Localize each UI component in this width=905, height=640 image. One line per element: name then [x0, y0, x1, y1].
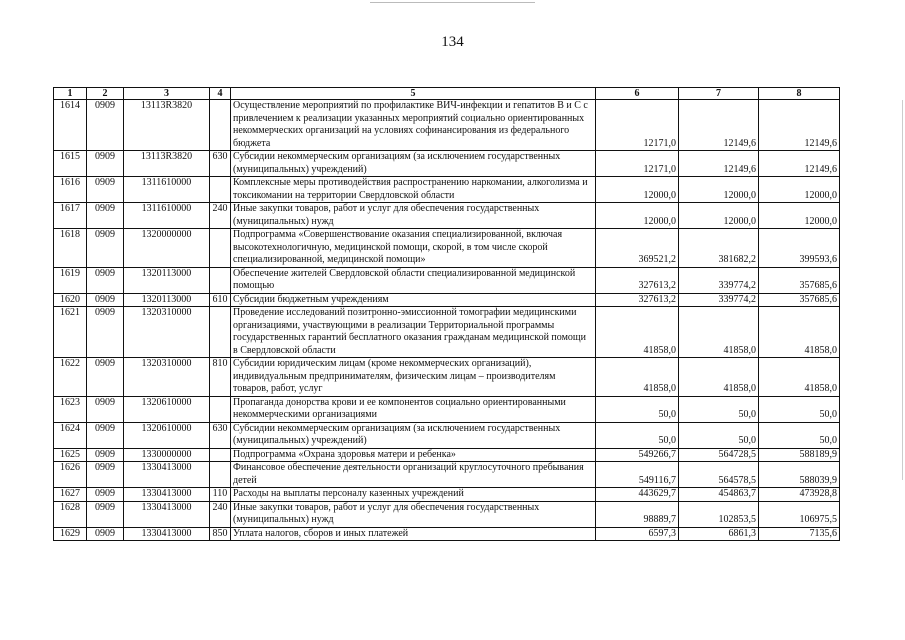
amount-col7: 50,0	[679, 396, 759, 422]
page-number: 134	[441, 34, 464, 50]
amount-col8: 50,0	[759, 396, 840, 422]
table-row	[54, 203, 840, 229]
amount-col6: 12171,0	[596, 151, 679, 177]
table-row	[54, 267, 840, 293]
table-row	[54, 396, 840, 422]
amount-col6: 549266,7	[596, 448, 679, 462]
section-code: 0909	[87, 100, 124, 151]
row-number: 1629	[54, 527, 87, 541]
row-number: 1626	[54, 462, 87, 488]
section-code: 0909	[87, 203, 124, 229]
row-number: 1625	[54, 448, 87, 462]
section-code: 0909	[87, 293, 124, 307]
section-code: 0909	[87, 422, 124, 448]
expense-type-code: 630	[210, 422, 231, 448]
amount-col7: 102853,5	[679, 501, 759, 527]
section-code: 0909	[87, 462, 124, 488]
amount-col8: 41858,0	[759, 358, 840, 397]
amount-col6: 369521,2	[596, 229, 679, 268]
item-name: Субсидии бюджетным учреждениям	[231, 293, 596, 307]
item-name: Комплексные меры противодействия распространению наркомании, алкоголизма и токсикомании на территории Свердловской области	[231, 177, 596, 203]
table-row	[54, 527, 840, 541]
item-name: Осуществление мероприятий по профилактике ВИЧ-инфекции и гепатитов В и С с привлечением к реализации указанных мероприятий социально ориентированных некоммерческих организаций на условиях софинансирования из федерального бюджета	[231, 100, 596, 151]
expense-type-code	[210, 267, 231, 293]
amount-col7: 564578,5	[679, 462, 759, 488]
header-row	[54, 88, 840, 100]
table-row	[54, 100, 840, 151]
table-row	[54, 177, 840, 203]
section-code: 0909	[87, 448, 124, 462]
expense-type-code	[210, 462, 231, 488]
item-name: Иные закупки товаров, работ и услуг для обеспечения государственных (муниципальных) нужд	[231, 501, 596, 527]
item-name: Проведение исследований позитронно-эмиссионной томографии медицинскими организациями, участвующими в реализации Территориальной программы государственных гарантий бесплатного оказания гражданам медицинской помощи в Свердловской области	[231, 307, 596, 358]
header-cell: 8	[759, 88, 840, 100]
expense-type-code	[210, 307, 231, 358]
expense-type-code: 240	[210, 501, 231, 527]
amount-col7: 564728,5	[679, 448, 759, 462]
amount-col8: 12149,6	[759, 151, 840, 177]
amount-col7: 381682,2	[679, 229, 759, 268]
item-name: Обеспечение жителей Свердловской области специализированной медицинской помощью	[231, 267, 596, 293]
table-row	[54, 501, 840, 527]
target-article-code: 1330413000	[124, 527, 210, 541]
amount-col8: 12149,6	[759, 100, 840, 151]
amount-col8: 12000,0	[759, 203, 840, 229]
scan-top-edge	[370, 2, 535, 3]
section-code: 0909	[87, 177, 124, 203]
target-article-code: 1330000000	[124, 448, 210, 462]
item-name: Подпрограмма «Совершенствование оказания специализированной, включая высокотехнологичную, медицинской помощи, скорой, в том числе скорой специализированной, медицинской помощи»	[231, 229, 596, 268]
target-article-code: 13113R3820	[124, 151, 210, 177]
amount-col6: 41858,0	[596, 307, 679, 358]
amount-col8: 588039,9	[759, 462, 840, 488]
target-article-code: 13113R3820	[124, 100, 210, 151]
amount-col6: 12000,0	[596, 203, 679, 229]
amount-col8: 106975,5	[759, 501, 840, 527]
section-code: 0909	[87, 307, 124, 358]
amount-col6: 443629,7	[596, 488, 679, 502]
amount-col6: 50,0	[596, 396, 679, 422]
row-number: 1621	[54, 307, 87, 358]
expense-type-code	[210, 229, 231, 268]
expense-type-code: 110	[210, 488, 231, 502]
expense-type-code: 810	[210, 358, 231, 397]
row-number: 1618	[54, 229, 87, 268]
section-code: 0909	[87, 358, 124, 397]
section-code: 0909	[87, 267, 124, 293]
table-row	[54, 307, 840, 358]
amount-col7: 454863,7	[679, 488, 759, 502]
target-article-code: 1320000000	[124, 229, 210, 268]
section-code: 0909	[87, 488, 124, 502]
row-number: 1617	[54, 203, 87, 229]
header-cell: 2	[87, 88, 124, 100]
amount-col8: 399593,6	[759, 229, 840, 268]
table-row	[54, 151, 840, 177]
amount-col6: 12171,0	[596, 100, 679, 151]
item-name: Иные закупки товаров, работ и услуг для обеспечения государственных (муниципальных) нужд	[231, 203, 596, 229]
item-name: Финансовое обеспечение деятельности организаций круглосуточного пребывания детей	[231, 462, 596, 488]
amount-col6: 549116,7	[596, 462, 679, 488]
item-name: Субсидии некоммерческим организациям (за исключением государственных (муниципальных) учреждений)	[231, 422, 596, 448]
target-article-code: 1311610000	[124, 177, 210, 203]
amount-col8: 7135,6	[759, 527, 840, 541]
section-code: 0909	[87, 501, 124, 527]
target-article-code: 1320610000	[124, 422, 210, 448]
row-number: 1614	[54, 100, 87, 151]
amount-col7: 12149,6	[679, 100, 759, 151]
item-name: Субсидии юридическим лицам (кроме некоммерческих организаций), индивидуальным предпринимателям, физическим лицам – производителям товаров, работ, услуг	[231, 358, 596, 397]
row-number: 1622	[54, 358, 87, 397]
scan-right-edge	[902, 100, 903, 480]
item-name: Пропаганда донорства крови и ее компонентов социально ориентированными некоммерческими организациями	[231, 396, 596, 422]
row-number: 1619	[54, 267, 87, 293]
amount-col7: 12149,6	[679, 151, 759, 177]
item-name: Расходы на выплаты персоналу казенных учреждений	[231, 488, 596, 502]
amount-col8: 41858,0	[759, 307, 840, 358]
target-article-code: 1330413000	[124, 488, 210, 502]
amount-col6: 41858,0	[596, 358, 679, 397]
amount-col8: 473928,8	[759, 488, 840, 502]
target-article-code: 1320113000	[124, 293, 210, 307]
row-number: 1620	[54, 293, 87, 307]
amount-col6: 6597,3	[596, 527, 679, 541]
amount-col6: 98889,7	[596, 501, 679, 527]
section-code: 0909	[87, 229, 124, 268]
section-code: 0909	[87, 151, 124, 177]
target-article-code: 1330413000	[124, 462, 210, 488]
row-number: 1616	[54, 177, 87, 203]
target-article-code: 1320310000	[124, 307, 210, 358]
item-name: Уплата налогов, сборов и иных платежей	[231, 527, 596, 541]
amount-col7: 6861,3	[679, 527, 759, 541]
amount-col7: 50,0	[679, 422, 759, 448]
amount-col8: 357685,6	[759, 293, 840, 307]
expense-type-code: 240	[210, 203, 231, 229]
target-article-code: 1320310000	[124, 358, 210, 397]
item-name: Субсидии некоммерческим организациям (за исключением государственных (муниципальных) учреждений)	[231, 151, 596, 177]
table-row	[54, 422, 840, 448]
row-number: 1615	[54, 151, 87, 177]
table-row	[54, 448, 840, 462]
expense-type-code	[210, 177, 231, 203]
amount-col7: 339774,2	[679, 293, 759, 307]
header-cell: 4	[210, 88, 231, 100]
amount-col6: 327613,2	[596, 293, 679, 307]
target-article-code: 1320113000	[124, 267, 210, 293]
header-cell: 5	[231, 88, 596, 100]
expense-type-code: 850	[210, 527, 231, 541]
amount-col8: 50,0	[759, 422, 840, 448]
amount-col7: 12000,0	[679, 177, 759, 203]
budget-table-container	[53, 87, 840, 541]
section-code: 0909	[87, 396, 124, 422]
header-cell: 3	[124, 88, 210, 100]
row-number: 1627	[54, 488, 87, 502]
expense-type-code	[210, 396, 231, 422]
amount-col7: 41858,0	[679, 358, 759, 397]
target-article-code: 1330413000	[124, 501, 210, 527]
row-number: 1623	[54, 396, 87, 422]
amount-col6: 327613,2	[596, 267, 679, 293]
table-row	[54, 488, 840, 502]
table-row	[54, 358, 840, 397]
header-cell: 1	[54, 88, 87, 100]
expense-type-code	[210, 100, 231, 151]
amount-col8: 588189,9	[759, 448, 840, 462]
budget-table	[53, 87, 840, 541]
target-article-code: 1311610000	[124, 203, 210, 229]
amount-col8: 357685,6	[759, 267, 840, 293]
item-name: Подпрограмма «Охрана здоровья матери и ребенка»	[231, 448, 596, 462]
row-number: 1624	[54, 422, 87, 448]
header-cell: 7	[679, 88, 759, 100]
expense-type-code	[210, 448, 231, 462]
table-row	[54, 293, 840, 307]
section-code: 0909	[87, 527, 124, 541]
expense-type-code: 610	[210, 293, 231, 307]
amount-col7: 339774,2	[679, 267, 759, 293]
table-row	[54, 462, 840, 488]
table-row	[54, 229, 840, 268]
amount-col7: 41858,0	[679, 307, 759, 358]
target-article-code: 1320610000	[124, 396, 210, 422]
expense-type-code: 630	[210, 151, 231, 177]
header-cell: 6	[596, 88, 679, 100]
amount-col7: 12000,0	[679, 203, 759, 229]
row-number: 1628	[54, 501, 87, 527]
amount-col6: 50,0	[596, 422, 679, 448]
amount-col8: 12000,0	[759, 177, 840, 203]
amount-col6: 12000,0	[596, 177, 679, 203]
